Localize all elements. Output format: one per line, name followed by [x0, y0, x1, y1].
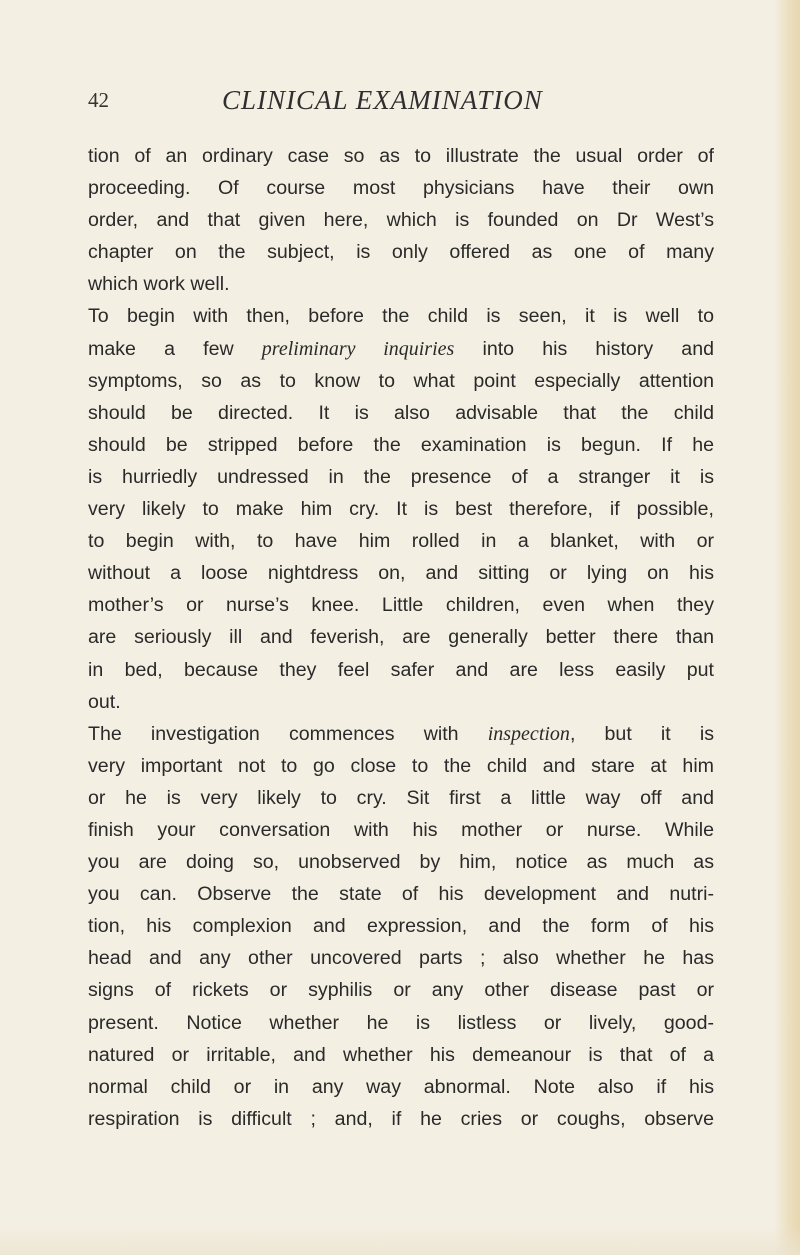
text-line	[88, 1007, 714, 1039]
text-segment: make a few	[88, 337, 262, 360]
text-line	[88, 654, 714, 686]
text-line	[88, 750, 714, 782]
text-segment: into his history and	[454, 337, 714, 360]
text-segment: very likely to make him cry. It is best therefore, if possible,	[88, 498, 714, 521]
text-segment: mother’s or nurse’s knee. Little children, even when they	[88, 594, 714, 617]
text-segment: present. Notice whether he is listless or lively, good-	[88, 1011, 714, 1034]
text-line	[88, 493, 714, 525]
text-line	[88, 525, 714, 557]
page-shadow	[0, 1225, 800, 1255]
text-line	[88, 846, 714, 878]
text-segment: to begin with, to have him rolled in a blanket, with or	[88, 530, 714, 553]
text-segment: symptoms, so as to know to what point especially attention	[88, 369, 714, 392]
text-line	[88, 557, 714, 589]
page-header	[88, 85, 728, 124]
text-line	[88, 1103, 714, 1135]
text-segment: should be stripped before the examination is begun. If he	[88, 433, 714, 456]
text-segment: you are doing so, unobserved by him, notice as much as	[88, 851, 714, 874]
text-segment: are seriously ill and feverish, are generally better there than	[88, 626, 714, 649]
text-segment: , but it is	[569, 722, 714, 745]
text-segment: which work well.	[88, 273, 230, 296]
text-segment: To begin with then, before the child is seen, it is well to	[88, 305, 714, 328]
text-line	[88, 429, 714, 461]
text-segment: The investigation commences with	[88, 722, 488, 745]
text-line	[88, 878, 714, 910]
text-line	[88, 397, 714, 429]
text-line	[88, 686, 714, 718]
text-segment: natured or irritable, and whether his demeanour is that of a	[88, 1043, 714, 1066]
running-head: CLINICAL EXAMINATION	[222, 85, 543, 115]
text-line	[88, 365, 714, 397]
text-segment: order, and that given here, which is founded on Dr West’s	[88, 209, 714, 232]
text-line	[88, 300, 714, 332]
text-line	[88, 172, 714, 204]
text-segment: or he is very likely to cry. Sit first a little way off and	[88, 786, 714, 809]
text-segment: is hurriedly undressed in the presence of a stranger it is	[88, 465, 714, 488]
text-segment: respiration is difficult ; and, if he cries or coughs, observe	[88, 1107, 714, 1130]
text-line	[88, 333, 714, 365]
text-segment: very important not to go close to the child and stare at him	[88, 754, 714, 777]
italic-term: inspection	[487, 722, 570, 745]
page-number: 42	[88, 88, 109, 112]
text-line	[88, 140, 714, 172]
text-segment: tion of an ordinary case so as to illustrate the usual order of	[88, 145, 714, 167]
text-segment: in bed, because they feel safer and are less easily put	[88, 658, 714, 681]
text-segment: finish your conversation with his mother or nurse. While	[88, 818, 714, 841]
text-line	[88, 910, 714, 942]
text-segment: should be directed. It is also advisable that the child	[88, 401, 714, 424]
text-line	[88, 974, 714, 1006]
text-segment: out.	[88, 690, 121, 713]
text-line	[88, 1071, 714, 1103]
text-line	[88, 204, 714, 236]
text-segment: you can. Observe the state of his development and nutri-	[88, 883, 714, 906]
text-segment: normal child or in any way abnormal. Note also if his	[88, 1075, 714, 1098]
text-line	[88, 461, 714, 493]
text-line	[88, 718, 714, 750]
text-segment: proceeding. Of course most physicians have their own	[88, 177, 714, 200]
text-line	[88, 268, 714, 300]
text-segment: head and any other uncovered parts ; also whether he has	[88, 947, 714, 970]
text-segment: tion, his complexion and expression, and the form of his	[88, 915, 714, 938]
text-line	[88, 236, 714, 268]
body-text	[88, 140, 714, 1135]
text-line	[88, 589, 714, 621]
page-edge	[774, 0, 800, 1255]
text-line	[88, 942, 714, 974]
text-line	[88, 1039, 714, 1071]
text-segment: chapter on the subject, is only offered as one of many	[88, 241, 714, 264]
text-segment: without a loose nightdress on, and sitting or lying on his	[88, 562, 714, 585]
text-line	[88, 814, 714, 846]
text-line	[88, 621, 714, 653]
italic-term: preliminary inquiries	[261, 337, 455, 360]
text-line	[88, 782, 714, 814]
text-segment: signs of rickets or syphilis or any other disease past or	[88, 979, 714, 1002]
